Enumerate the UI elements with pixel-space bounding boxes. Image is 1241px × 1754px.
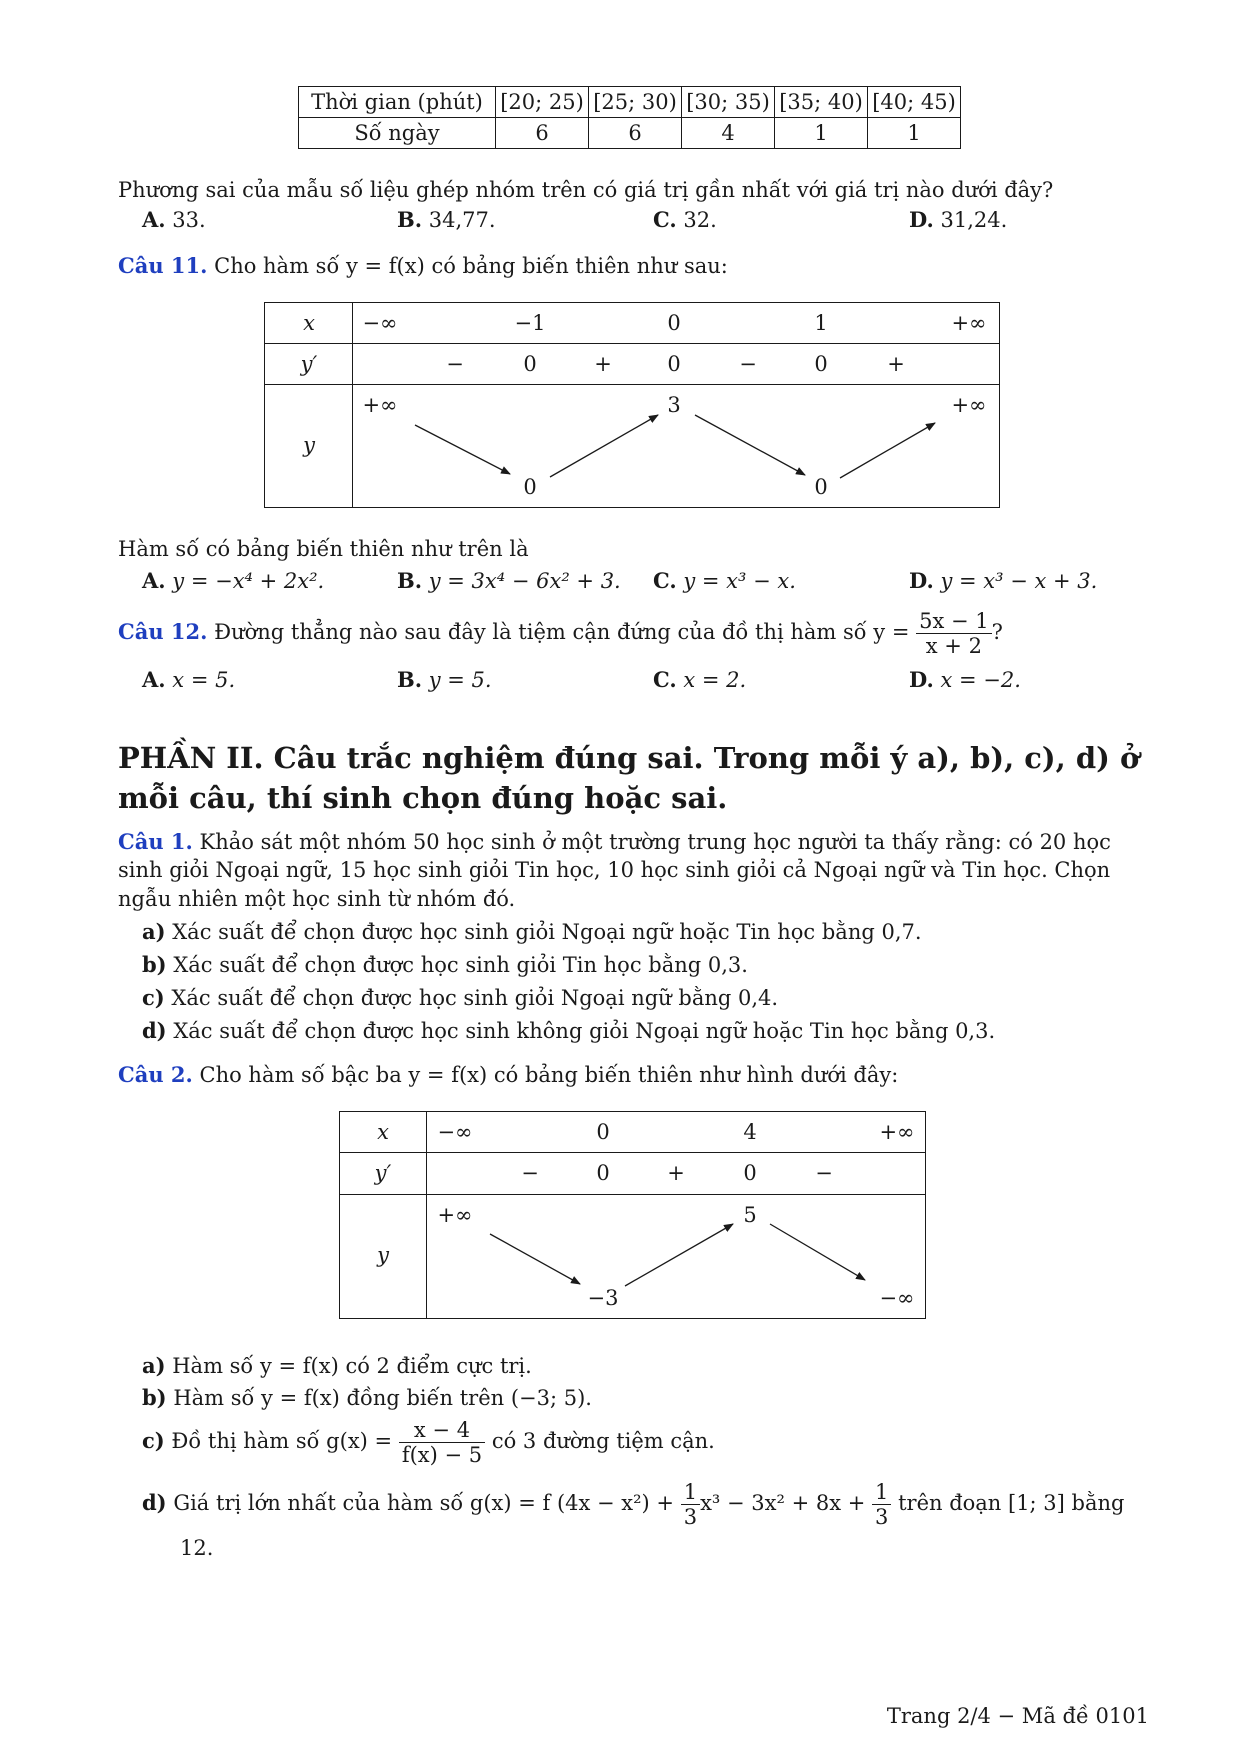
- x-value: −1: [514, 311, 546, 335]
- derivative-sign: −: [739, 352, 757, 376]
- frequency-table-header-row: [299, 87, 961, 118]
- d-fraction-1: $\frac{1}{3}$: [681, 1480, 700, 1529]
- p2q1-item-c: c) Xác suất để chọn được học sinh giỏi Ngoại ngữ bằng 0,4.: [142, 985, 779, 1010]
- x-row-label: x: [377, 1120, 389, 1144]
- decreasing-arrow: [490, 1234, 580, 1284]
- variation-arrows: [340, 1112, 925, 1318]
- decreasing-arrow: [695, 415, 805, 475]
- q11-option-c: C. y = x³ − x.: [653, 568, 796, 593]
- derivative-sign: 0: [743, 1161, 757, 1185]
- p2q1-label: Câu 1.: [118, 829, 193, 854]
- p2q2-item-d: d) Giá trị lớn nhất của hàm số g(x) = f (4x − x²) + $\frac{1}{3}$ x³ − 3x² + 8x + $\frac{1}{3}$ trên đoạn [1; 3] bằng: [142, 1480, 1125, 1530]
- table-cell: 6: [496, 118, 589, 149]
- d-fraction-2: $\frac{1}{3}$: [872, 1480, 891, 1529]
- y-value: +∞: [437, 1203, 473, 1227]
- decreasing-arrow: [770, 1224, 865, 1280]
- table-cell: 1: [868, 118, 961, 149]
- frequency-table-data-row: [299, 118, 961, 149]
- table-cell: [40; 45): [868, 87, 961, 118]
- y-value: 0: [523, 475, 537, 499]
- q12-fraction: $\frac{5x - 1}{x + 2}$: [916, 609, 992, 658]
- x-value: 4: [743, 1120, 757, 1144]
- x-value: 1: [814, 311, 828, 335]
- q10-option-d: D. 31,24.: [909, 207, 1008, 232]
- derivative-sign: +: [594, 352, 612, 376]
- y-row-label: y: [377, 1243, 389, 1267]
- q12-stem: Câu 12. Đường thẳng nào sau đây là tiệm cận đứng của đồ thị hàm số y = $\frac{5x - 1}{x + 2}$ ?: [118, 609, 1003, 659]
- p2q1-line2: sinh giỏi Ngoại ngữ, 15 học sinh giỏi Tin học, 10 học sinh giỏi cả Ngoại ngữ và Tin học. Chọn: [118, 858, 1111, 882]
- table-cell: Thời gian (phút): [299, 87, 496, 118]
- p2q1-item-a: a) Xác suất để chọn được học sinh giỏi Ngoại ngữ hoặc Tin học bằng 0,7.: [142, 919, 922, 944]
- y-value: +∞: [362, 393, 398, 417]
- y-row-label: y: [303, 433, 315, 457]
- q11-option-a: A. y = −x⁴ + 2x².: [142, 568, 325, 593]
- table-cell: Số ngày: [299, 118, 496, 149]
- q12-label: Câu 12.: [118, 619, 208, 645]
- x-value: 0: [596, 1120, 610, 1144]
- p2q2-item-d-continuation: 12.: [180, 1536, 214, 1560]
- x-value: 0: [667, 311, 681, 335]
- decreasing-arrow: [415, 425, 510, 474]
- p2q2-label: Câu 2.: [118, 1062, 193, 1087]
- y-value: 5: [743, 1203, 757, 1227]
- q12-option-a: A. x = 5.: [142, 667, 236, 692]
- y-value: 3: [667, 393, 681, 417]
- c-fraction: $\frac{x - 4}{f(x) - 5}$: [399, 1418, 485, 1467]
- q11-option-b: B. y = 3x⁴ − 6x² + 3.: [397, 568, 621, 593]
- x-value: −∞: [437, 1120, 473, 1144]
- q11-option-d: D. y = x³ − x + 3.: [909, 568, 1098, 593]
- derivative-sign: 0: [667, 352, 681, 376]
- q10-option-a: A. 33.: [142, 207, 206, 232]
- p2q2-variation-table: [339, 1111, 926, 1319]
- table-cell: 1: [775, 118, 868, 149]
- y-value: +∞: [951, 393, 987, 417]
- p2q1-line1: Câu 1. Khảo sát một nhóm 50 học sinh ở một trường trung học người ta thấy rằng: có 20 học: [118, 829, 1111, 854]
- derivative-sign: 0: [523, 352, 537, 376]
- y-value: 0: [814, 475, 828, 499]
- variation-arrows: [265, 303, 999, 507]
- derivative-sign: −: [815, 1161, 833, 1185]
- derivative-sign: −: [446, 352, 464, 376]
- table-cell: [30; 35): [682, 87, 775, 118]
- derivative-row-label: y′: [374, 1161, 392, 1185]
- p2q1-line3: ngẫu nhiên một học sinh từ nhóm đó.: [118, 887, 516, 911]
- q12-option-c: C. x = 2.: [653, 667, 747, 692]
- derivative-sign: 0: [596, 1161, 610, 1185]
- increasing-arrow: [625, 1224, 733, 1286]
- table-cell: [20; 25): [496, 87, 589, 118]
- part2-heading: PHẦN II. Câu trắc nghiệm đúng sai. Trong mỗi ý a), b), c), d) ở mỗi câu, thí sinh chọn đúng hoặc sai.: [118, 741, 1140, 815]
- p2q2-stem: Câu 2. Cho hàm số bậc ba y = f(x) có bảng biến thiên như hình dưới đây:: [118, 1062, 899, 1087]
- q10-question: Phương sai của mẫu số liệu ghép nhóm trên có giá trị gần nhất với giá trị nào dưới đây?: [118, 178, 1054, 202]
- q11-prompt: Hàm số có bảng biến thiên như trên là: [118, 537, 529, 561]
- q11-stem: Câu 11. Cho hàm số y = f(x) có bảng biến thiên như sau:: [118, 253, 728, 278]
- derivative-sign: 0: [814, 352, 828, 376]
- q11-variation-table: [264, 302, 1000, 508]
- p2q2-item-a: a) Hàm số y = f(x) có 2 điểm cực trị.: [142, 1353, 532, 1378]
- increasing-arrow: [550, 415, 658, 477]
- table-cell: [25; 30): [589, 87, 682, 118]
- q11-label: Câu 11.: [118, 253, 208, 278]
- table-cell: 4: [682, 118, 775, 149]
- p2q1-item-b: b) Xác suất để chọn được học sinh giỏi Tin học bằng 0,3.: [142, 952, 748, 977]
- page-footer: Trang 2/4 − Mã đề 0101: [886, 1704, 1149, 1728]
- derivative-sign: +: [887, 352, 905, 376]
- p2q2-item-b: b) Hàm số y = f(x) đồng biến trên (−3; 5).: [142, 1385, 592, 1410]
- p2q1-item-d: d) Xác suất để chọn được học sinh không giỏi Ngoại ngữ hoặc Tin học bằng 0,3.: [142, 1018, 996, 1043]
- p2q2-item-c: c) Đồ thị hàm số g(x) = $\frac{x - 4}{f(x) - 5}$ có 3 đường tiệm cận.: [142, 1418, 715, 1468]
- q10-option-c: C. 32.: [653, 207, 717, 232]
- derivative-sign: +: [667, 1161, 685, 1185]
- x-value: +∞: [951, 311, 987, 335]
- derivative-row-label: y′: [300, 352, 318, 376]
- x-row-label: x: [303, 311, 315, 335]
- table-cell: [35; 40): [775, 87, 868, 118]
- x-value: +∞: [879, 1120, 915, 1144]
- q12-option-d: D. x = −2.: [909, 667, 1021, 692]
- y-value: −∞: [879, 1286, 915, 1310]
- derivative-sign: −: [521, 1161, 539, 1185]
- q12-option-b: B. y = 5.: [397, 667, 492, 692]
- frequency-table: [298, 86, 961, 149]
- y-value: −3: [587, 1286, 619, 1310]
- x-value: −∞: [362, 311, 398, 335]
- table-cell: 6: [589, 118, 682, 149]
- increasing-arrow: [840, 423, 935, 478]
- q10-option-b: B. 34,77.: [397, 207, 496, 232]
